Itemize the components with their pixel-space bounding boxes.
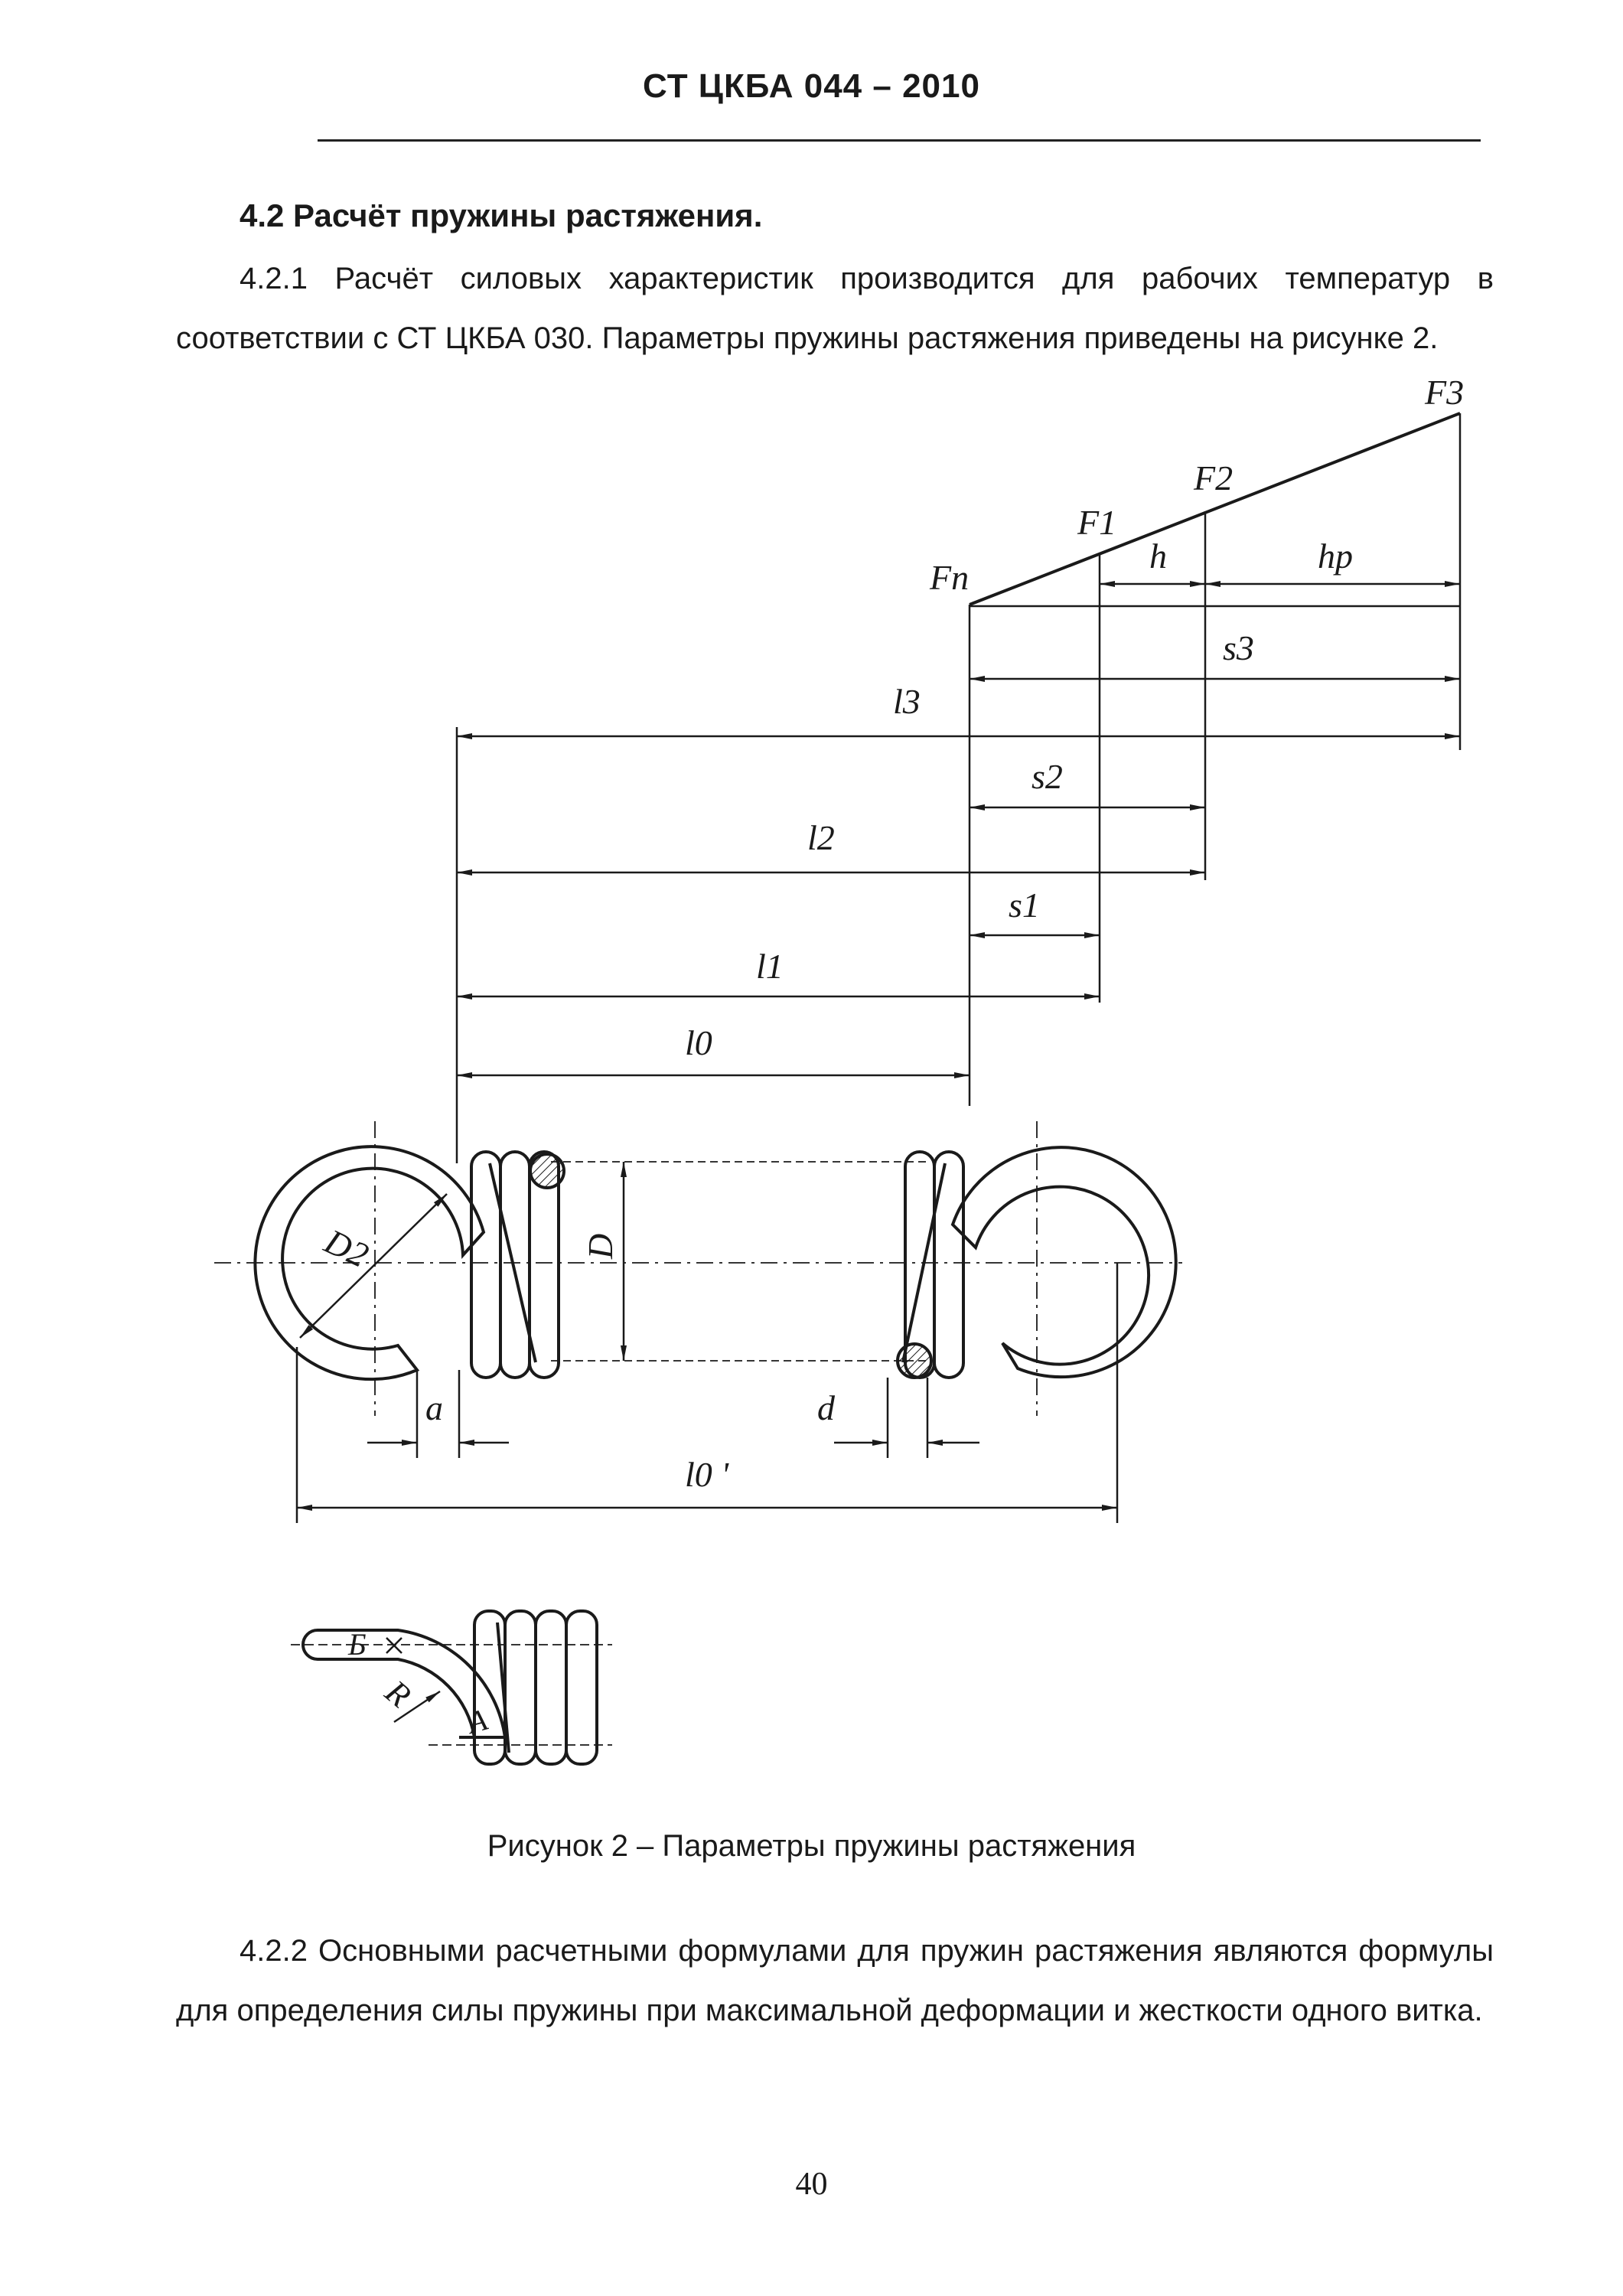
force-line	[970, 413, 1460, 605]
label-D: D	[581, 1233, 620, 1259]
label-F2: F2	[1194, 458, 1234, 497]
dim-D2	[300, 1194, 447, 1338]
label-l0: l0	[685, 1023, 712, 1062]
label-l3: l3	[893, 682, 921, 721]
label-A: A	[464, 1701, 491, 1740]
label-D2: D2	[318, 1221, 375, 1275]
label-l0-prime: l0 '	[685, 1455, 729, 1494]
page-number: 40	[795, 2167, 828, 2202]
label-d: d	[817, 1388, 835, 1427]
figure-caption: Рисунок 2 – Параметры пружины растяжения	[487, 1829, 1136, 1863]
section-title: 4.2 Расчёт пружины растяжения.	[240, 197, 763, 233]
label-Fn: Fп	[930, 558, 970, 597]
right-coils	[898, 1152, 963, 1378]
label-s3: s3	[1223, 628, 1254, 667]
hook-detail	[303, 1611, 597, 1764]
label-l2: l2	[807, 818, 835, 857]
left-coils	[471, 1152, 564, 1378]
label-l1: l1	[756, 947, 784, 986]
label-s2: s2	[1031, 757, 1063, 796]
paragraph-4-2-1: 4.2.1 Расчёт силовых характеристик производится для рабочих температур в соответствии с СТ ЦКБА 030. Параметры пружины растяжения приведены на рисунке 2.	[176, 262, 1494, 355]
label-F3: F3	[1425, 373, 1465, 412]
paragraph-4-2-2: 4.2.2 Основными расчетными формулами для пружин растяжения являются формулы для определения силы пружины при максимальной деформации и жесткости одного витка.	[176, 1934, 1494, 2027]
label-s1: s1	[1009, 885, 1040, 925]
label-F1: F1	[1077, 503, 1117, 542]
label-B: Б	[348, 1627, 367, 1662]
document-header: СТ ЦКБА 044 – 2010	[643, 67, 980, 105]
label-hp: hp	[1318, 536, 1353, 576]
label-a: a	[425, 1388, 443, 1427]
label-h: h	[1149, 536, 1167, 576]
label-R: R	[378, 1672, 419, 1715]
